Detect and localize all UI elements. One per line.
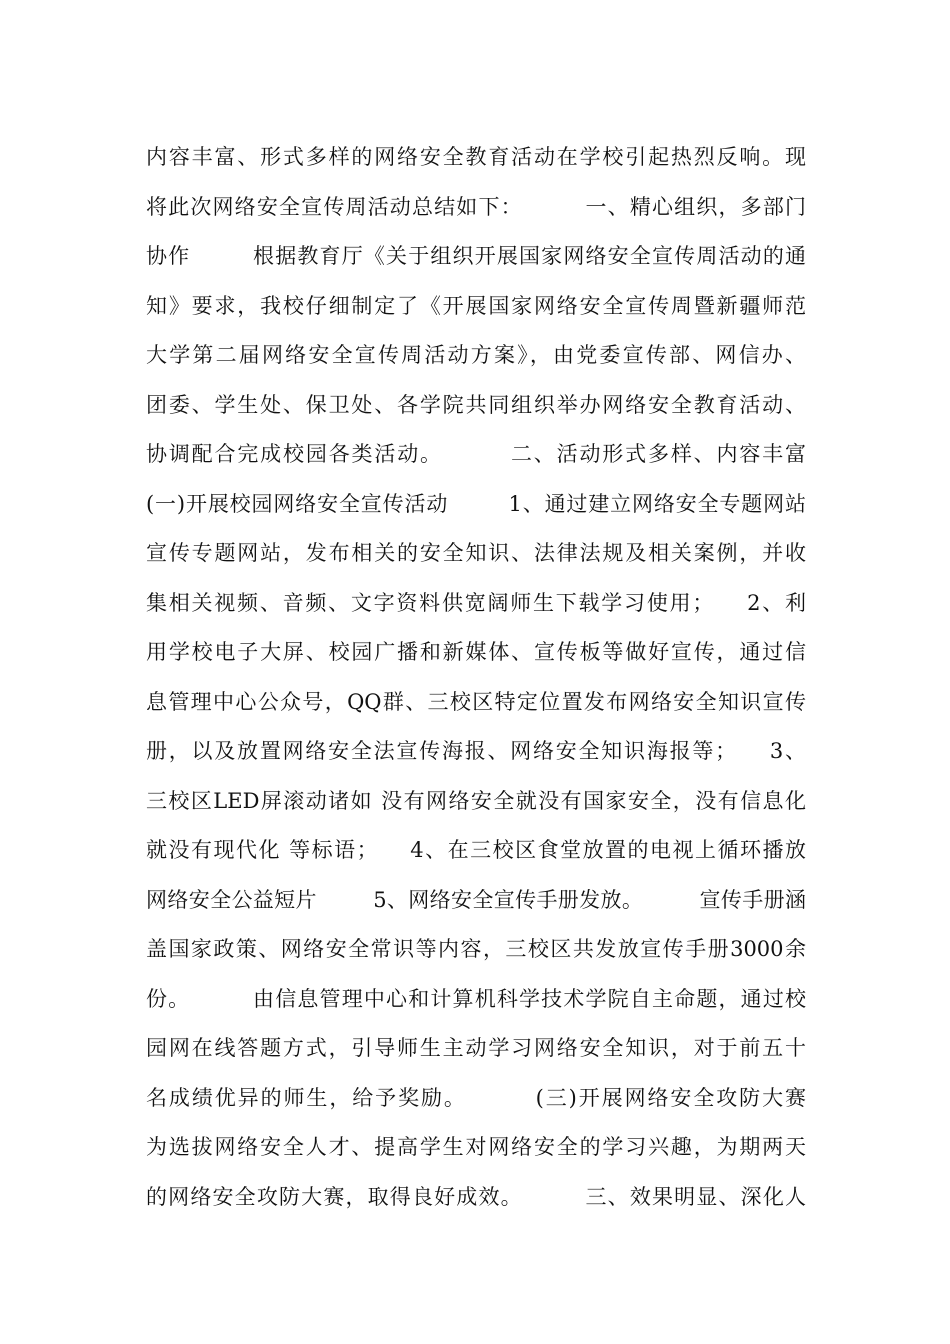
text-line-16: 网络安全公益短片 5、网络安全宣传手册发放。 宣传手册涵 bbox=[146, 887, 806, 912]
text-line-8: (一)开展校园网络安全宣传活动 1、通过建立网络安全专题网站 bbox=[146, 491, 806, 516]
text-line-22: 的网络安全攻防大赛，取得良好成效。 三、效果明显、深化人 bbox=[146, 1184, 806, 1209]
text-line-21: 为选拔网络安全人才、提高学生对网络安全的学习兴趣，为期两天 bbox=[146, 1135, 806, 1159]
text-line-18: 份。 由信息管理中心和计算机科学技术学院自主命题，通过校 bbox=[146, 986, 806, 1011]
document-body bbox=[146, 133, 806, 1222]
text-line-19: 园网在线答题方式，引导师生主动学习网络安全知识，对于前五十 bbox=[146, 1036, 806, 1060]
text-line-10: 集相关视频、音频、文字资料供宽阔师生下载学习使用； 2、利 bbox=[146, 590, 806, 615]
text-line-17: 盖国家政策、网络安全常识等内容，三校区共发放宣传手册3000余 bbox=[146, 937, 806, 961]
text-line-15: 就没有现代化 等标语； 4、在三校区食堂放置的电视上循环播放 bbox=[146, 838, 806, 862]
text-line-5: 大学第二届网络安全宣传周活动方案》，由党委宣传部、网信办、 bbox=[146, 343, 806, 367]
text-line-14: 三校区LED屏滚动诸如 没有网络安全就没有国家安全，没有信息化 bbox=[146, 788, 806, 813]
text-line-20: 名成绩优异的师生，给予奖励。 (三)开展网络安全攻防大赛 bbox=[146, 1085, 806, 1110]
text-line-13: 册，以及放置网络安全法宣传海报、网络安全知识海报等； 3、 bbox=[146, 739, 806, 763]
text-line-12: 息管理中心公众号，QQ群、三校区特定位置发布网络安全知识宣传 bbox=[146, 689, 806, 714]
text-line-6: 团委、学生处、保卫处、各学院共同组织举办网络安全教育活动、 bbox=[146, 392, 806, 417]
text-line-11: 用学校电子大屏、校园广播和新媒体、宣传板等做好宣传，通过信 bbox=[146, 640, 806, 664]
text-line-1: 内容丰富、形式多样的网络安全教育活动在学校引起热烈反响。现 bbox=[146, 145, 806, 169]
text-line-3: 协作 根据教育厅《关于组织开展国家网络安全宣传周活动的通 bbox=[146, 244, 806, 268]
text-line-7: 协调配合完成校园各类活动。 二、活动形式多样、内容丰富 bbox=[146, 442, 806, 466]
text-line-9: 宣传专题网站，发布相关的安全知识、法律法规及相关案例，并收 bbox=[146, 541, 806, 565]
text-line-2: 将此次网络安全宣传周活动总结如下： 一、精心组织，多部门 bbox=[146, 194, 806, 219]
text-line-4: 知》要求，我校仔细制定了《开展国家网络安全宣传周暨新疆师范 bbox=[146, 293, 806, 318]
